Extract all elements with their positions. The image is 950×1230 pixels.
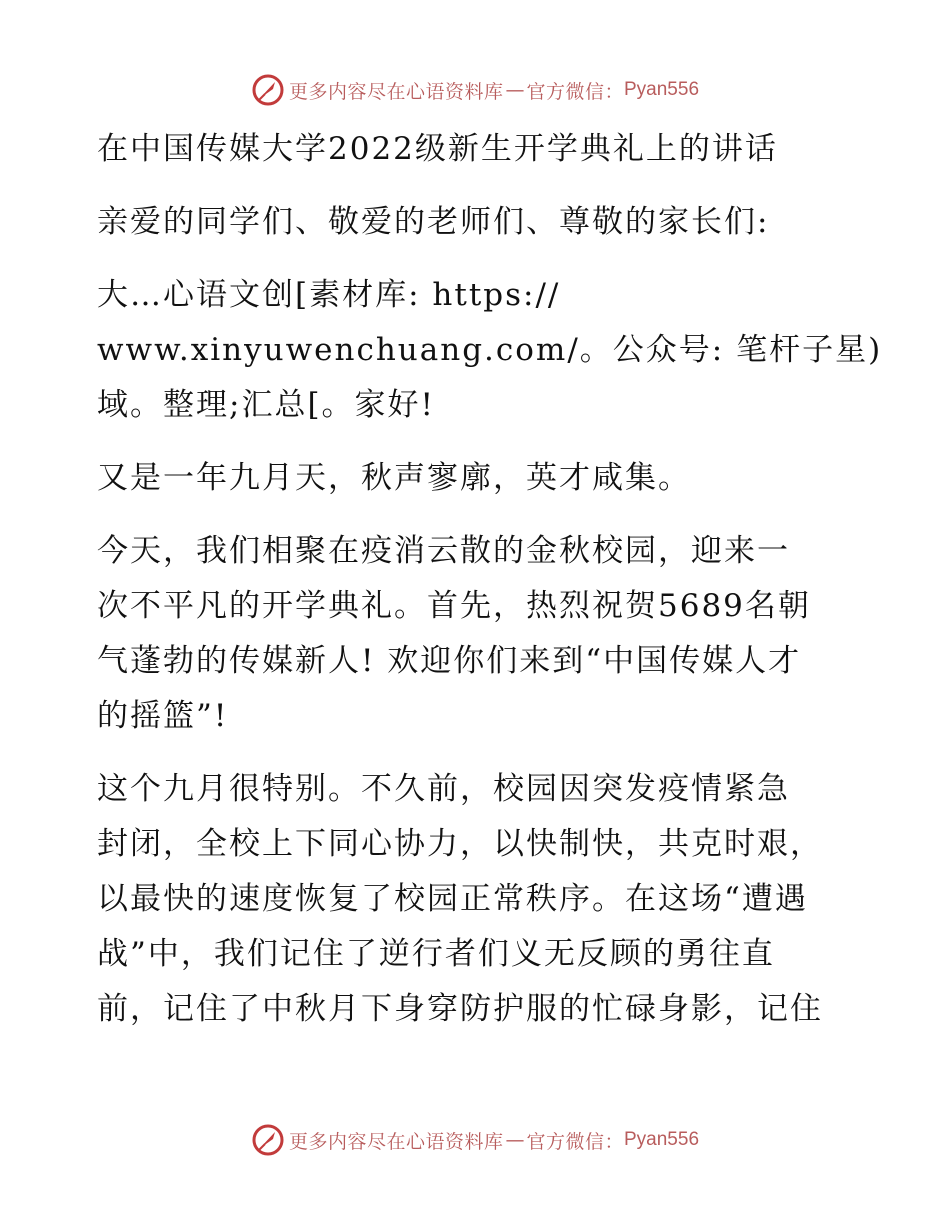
paragraph-line: 封闭，全校上下同心协力，以快制快，共克时艰， <box>97 826 823 862</box>
paragraph-2 <box>97 451 857 506</box>
paragraph-line: 前，记住了中秋月下身穿防护服的忙碌身影，记住 <box>97 991 823 1027</box>
header-banner <box>0 70 950 110</box>
banner-suffix: 官方微信： <box>526 1130 624 1153</box>
paragraph-line: 域。整理;汇总[。家好! <box>97 387 435 423</box>
paragraph-line: 大…心语文创[素材库: https:// <box>97 277 561 313</box>
document-title <box>97 122 857 177</box>
paragraph-line: 次不平凡的开学典礼。首先，热烈祝贺5689名朝 <box>97 588 811 624</box>
banner-dash: — <box>505 1129 525 1151</box>
paragraph-1 <box>97 268 883 433</box>
title-line: 在中国传媒大学2022级新生开学典礼上的讲话 <box>97 131 778 167</box>
paragraph-4 <box>97 762 857 1037</box>
paragraph-line: 气蓬勃的传媒新人! 欢迎你们来到“中国传媒人才 <box>97 643 802 679</box>
paragraph-line: 又是一年九月天，秋声寥廓，英才咸集。 <box>97 460 691 496</box>
banner-text: 更多内容尽在心语资料库 <box>288 1130 504 1153</box>
footer-banner <box>0 1120 950 1160</box>
wechat-id: Pyan556 <box>624 1129 700 1150</box>
paragraph-line: 战”中，我们记住了逆行者们义无反顾的勇往直 <box>97 936 775 972</box>
paragraph-line: 以最快的速度恢复了校园正常秩序。在这场“遭遇 <box>97 881 808 917</box>
quill-circle-icon <box>251 1123 285 1157</box>
banner-text: 更多内容尽在心语资料库 <box>288 80 504 103</box>
document-body <box>97 120 883 1055</box>
banner-suffix: 官方微信： <box>526 80 624 103</box>
paragraph-line: 的摇篮”! <box>97 698 229 734</box>
salutation-line: 亲爱的同学们、敬爱的老师们、尊敬的家长们: <box>97 204 770 240</box>
paragraph-line: www.xinyuwenchuang.com/。公众号: 笔杆子星) <box>97 332 883 368</box>
paragraph-3 <box>97 524 857 744</box>
salutation <box>97 195 857 250</box>
paragraph-line: 这个九月很特别。不久前，校园因突发疫情紧急 <box>97 771 790 807</box>
banner-dash: — <box>505 79 525 101</box>
wechat-id: Pyan556 <box>624 79 700 100</box>
paragraph-line: 今天，我们相聚在疫消云散的金秋校园，迎来一 <box>97 533 790 569</box>
quill-circle-icon <box>251 73 285 107</box>
